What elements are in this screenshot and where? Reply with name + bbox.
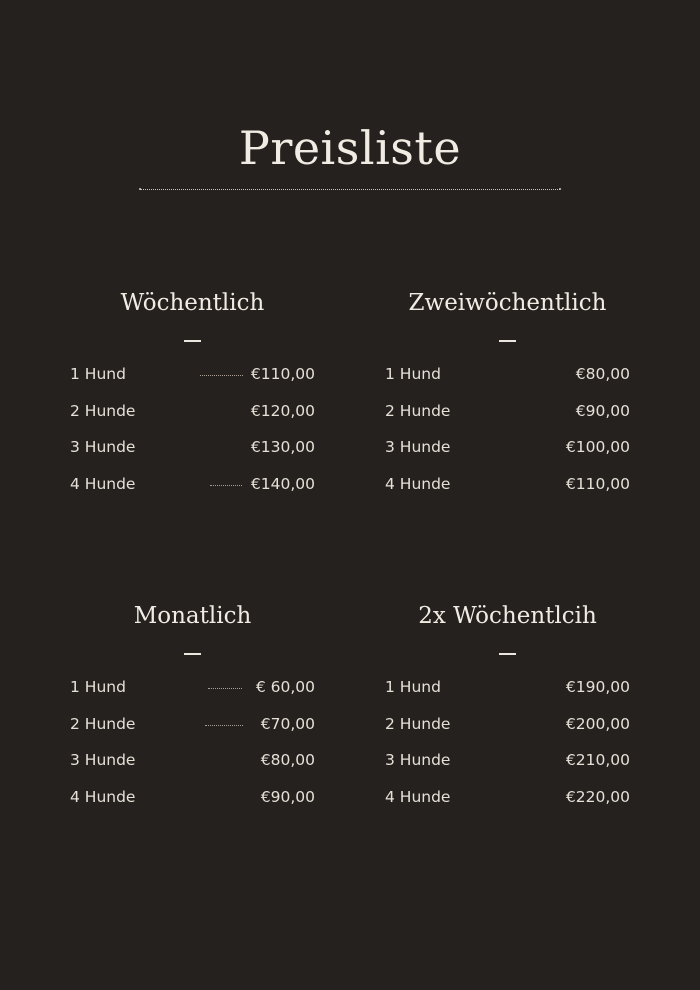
row-price: €210,00 [565, 751, 630, 769]
row-label: 3 Hunde [70, 438, 136, 456]
section-biweekly [385, 284, 630, 510]
section-title: 2x Wöchentlcih [418, 603, 597, 629]
section-dash [499, 340, 516, 342]
price-row [385, 474, 630, 511]
row-label: 2 Hunde [385, 714, 451, 733]
dotted-leader [205, 725, 243, 726]
section-dash [184, 340, 201, 342]
price-row [70, 474, 315, 511]
row-price: €130,00 [250, 438, 315, 456]
section-dash [499, 653, 516, 655]
price-list [385, 364, 630, 510]
price-row [70, 401, 315, 438]
row-price: €80,00 [260, 751, 315, 769]
dotted-leader [200, 375, 243, 376]
price-list [385, 677, 630, 823]
row-label: 3 Hunde [385, 438, 451, 456]
price-row [385, 401, 630, 438]
row-price: €100,00 [565, 438, 630, 456]
row-price: €110,00 [565, 474, 630, 493]
price-row [70, 437, 315, 474]
dotted-leader [208, 688, 242, 689]
row-label: 4 Hunde [70, 787, 136, 806]
price-row [385, 750, 630, 787]
price-row [385, 677, 630, 714]
title-divider [140, 189, 560, 190]
price-row [70, 714, 315, 751]
row-label: 2 Hunde [70, 714, 136, 733]
row-price: €80,00 [575, 365, 630, 383]
row-label: 1 Hund [70, 365, 126, 383]
row-label: 4 Hunde [385, 474, 451, 493]
price-row [70, 677, 315, 714]
price-row [70, 364, 315, 401]
row-label: 1 Hund [70, 678, 126, 696]
row-label: 2 Hunde [70, 401, 136, 420]
row-label: 1 Hund [385, 678, 441, 696]
row-label: 2 Hunde [385, 401, 451, 420]
row-price: € 60,00 [255, 678, 315, 696]
section-monthly [70, 597, 315, 823]
price-row [385, 787, 630, 824]
row-label: 4 Hunde [70, 474, 136, 493]
section-title: Wöchentlich [120, 290, 265, 316]
row-label: 3 Hunde [70, 751, 136, 769]
section-twice-weekly [385, 597, 630, 823]
row-label: 4 Hunde [385, 787, 451, 806]
section-dash [184, 653, 201, 655]
price-row [70, 787, 315, 824]
row-price: €200,00 [565, 714, 630, 733]
price-row [385, 714, 630, 751]
dotted-leader [210, 485, 242, 486]
row-price: €90,00 [260, 787, 315, 806]
row-price: €70,00 [260, 714, 315, 733]
row-label: 1 Hund [385, 365, 441, 383]
page-title: Preisliste [238, 121, 462, 175]
price-row [385, 364, 630, 401]
section-title: Zweiwöchentlich [408, 290, 607, 316]
row-price: €90,00 [575, 401, 630, 420]
row-price: €120,00 [250, 401, 315, 420]
row-price: €220,00 [565, 787, 630, 806]
row-label: 3 Hunde [385, 751, 451, 769]
price-row [385, 437, 630, 474]
row-price: €190,00 [565, 678, 630, 696]
section-weekly [70, 284, 315, 510]
section-title: Monatlich [133, 603, 252, 629]
row-price: €110,00 [250, 365, 315, 383]
row-price: €140,00 [250, 474, 315, 493]
price-row [70, 750, 315, 787]
price-list [70, 677, 315, 823]
price-list [70, 364, 315, 510]
